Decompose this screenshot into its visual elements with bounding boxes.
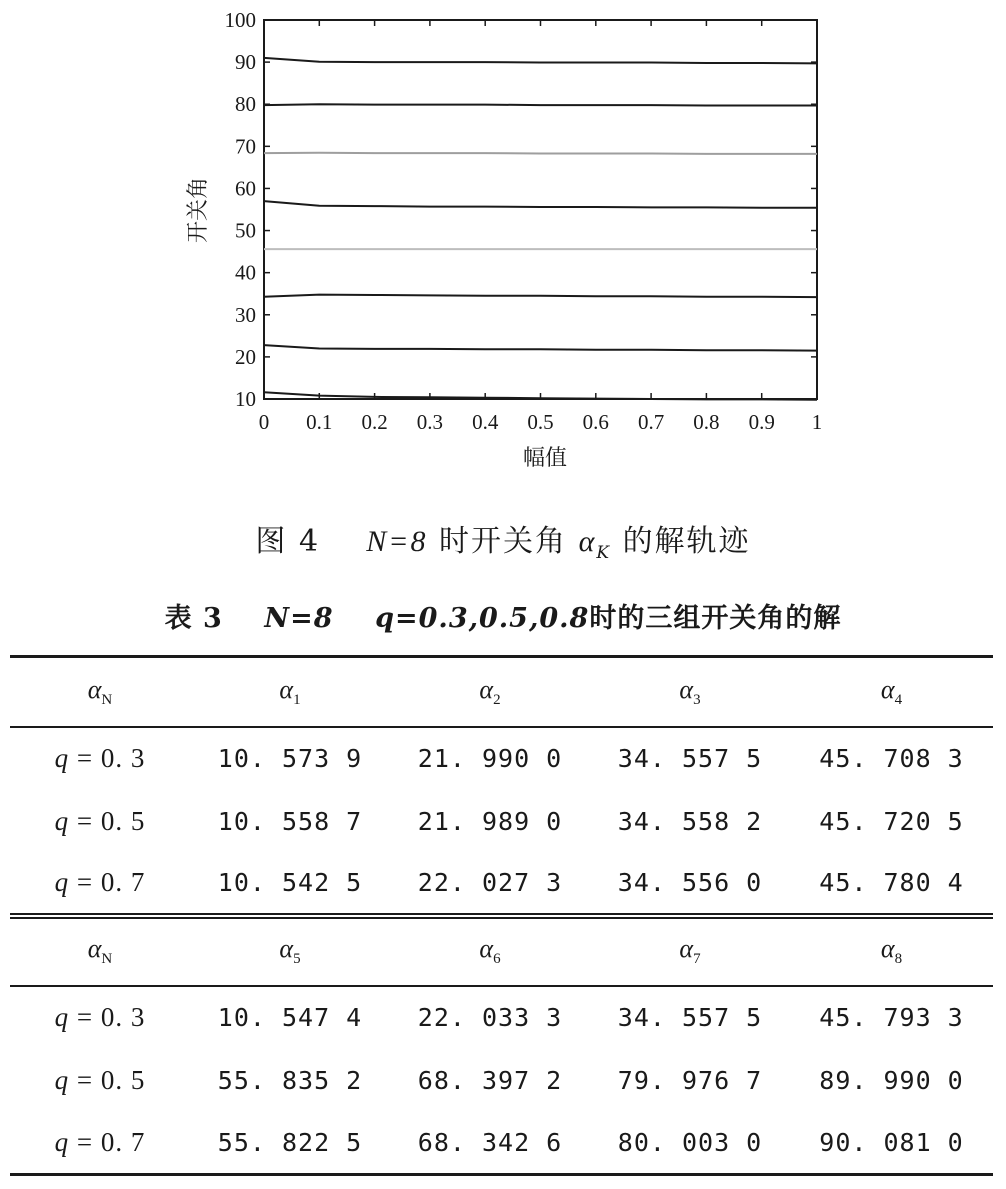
x-tick-label: 0.3 (416, 410, 444, 434)
table-cell: 68. 342 6 (417, 1127, 563, 1157)
table-caption-label: 表 3 (164, 603, 223, 634)
y-tick-label: 100 (224, 8, 256, 32)
series-line-6 (264, 153, 817, 154)
table-cell: 10. 558 7 (217, 806, 363, 836)
table-row: q = 0. 3 10. 573 9 21. 990 0 34. 557 5 45. 708 3 (10, 727, 993, 790)
header-alpha-2: $\alpha_2$ (479, 674, 501, 708)
header-alpha-5: $\alpha_5$ (279, 934, 301, 968)
figure-caption-text-a: 时开关角 (439, 524, 568, 559)
table-cell: 55. 835 2 (217, 1065, 363, 1095)
table-caption-q: q=0.3,0.5,0.8 (375, 603, 590, 634)
table-cell: 22. 033 3 (417, 1003, 563, 1032)
table-cell: 90. 081 0 (819, 1127, 964, 1157)
table-cell: 89. 990 0 (819, 1065, 964, 1095)
table-caption (0, 596, 1006, 635)
series-line-5 (264, 201, 817, 208)
table-header-row-2 (10, 916, 993, 986)
x-tick-label: 1 (811, 410, 823, 434)
x-tick-label: 0.6 (582, 410, 609, 434)
series-line-3 (264, 295, 817, 298)
y-tick-label: 60 (235, 176, 256, 201)
figure-caption-n: N=8 (366, 525, 428, 558)
y-tick-label: 70 (235, 134, 256, 159)
header-alpha-n: $\alpha_N$ (87, 934, 113, 968)
table-cell: 34. 557 5 (617, 1003, 763, 1032)
table-cell: 34. 556 0 (617, 868, 763, 897)
table-cell: 34. 558 2 (617, 806, 763, 836)
table-cell: 68. 397 2 (417, 1065, 563, 1095)
x-tick-label: 0.9 (748, 410, 775, 434)
table-row: q = 0. 3 10. 547 4 22. 033 3 34. 557 5 45. 793 3 (10, 986, 993, 1049)
y-tick-label: 50 (235, 218, 256, 243)
table-cell: 10. 547 4 (217, 1003, 363, 1032)
x-tick-label: 0.8 (693, 410, 720, 434)
figure-4 (0, 0, 1006, 490)
x-tick-label: 0.7 (637, 410, 665, 434)
table-header-row-1 (10, 657, 993, 727)
y-tick-label: 30 (235, 302, 256, 327)
table-cell: 34. 557 5 (617, 744, 763, 773)
table-row: q = 0. 7 55. 822 5 68. 342 6 80. 003 0 90. 081 0 (10, 1112, 993, 1175)
table-cell: 45. 708 3 (819, 744, 964, 773)
y-axis-title: 开关角 (186, 176, 211, 244)
figure-caption-alpha: α (578, 525, 597, 558)
table-cell: 10. 573 9 (217, 744, 363, 773)
y-tick-label: 80 (235, 92, 256, 117)
table-cell: 45. 793 3 (819, 1003, 964, 1032)
table-cell: 21. 989 0 (417, 806, 563, 836)
table-cell: 55. 822 5 (217, 1127, 363, 1157)
series-line-8 (264, 58, 817, 64)
series-line-7 (264, 104, 817, 105)
header-alpha-7: $\alpha_7$ (679, 934, 701, 968)
figure-caption-label: 图 4 (255, 524, 321, 559)
table-caption-n: N=8 (264, 603, 334, 634)
table-caption-text: 时的三组开关角的解 (589, 603, 842, 634)
series-line-2 (264, 345, 817, 351)
header-alpha-n: $\alpha_N$ (87, 674, 113, 708)
y-tick-label: 90 (235, 50, 256, 75)
table-row: q = 0. 5 10. 558 7 21. 989 0 34. 558 2 45. 720 5 (10, 790, 993, 853)
table-row: q = 0. 5 55. 835 2 68. 397 2 79. 976 7 89. 990 0 (10, 1049, 993, 1112)
table-cell: 45. 720 5 (819, 806, 964, 836)
switching-angle-table (10, 655, 993, 1176)
table-cell: 10. 542 5 (217, 868, 363, 897)
switching-angle-chart (0, 0, 1006, 490)
header-alpha-8: $\alpha_8$ (880, 934, 903, 968)
y-tick-label: 20 (235, 344, 256, 369)
x-tick-label: 0.5 (527, 410, 554, 434)
figure-caption-text-b: 的解轨迹 (622, 524, 751, 559)
header-alpha-6: $\alpha_6$ (479, 934, 501, 968)
x-tick-label: 0.4 (472, 410, 499, 434)
y-tick-label: 40 (235, 260, 256, 285)
table-cell: 80. 003 0 (617, 1127, 763, 1157)
x-axis-title: 幅值 (522, 446, 568, 471)
y-tick-label: 10 (235, 387, 256, 411)
table-cell: 22. 027 3 (417, 868, 563, 897)
x-tick-label: 0.2 (361, 410, 388, 434)
x-tick-label: 0 (258, 410, 270, 434)
table-cell: 21. 990 0 (417, 744, 563, 773)
figure-caption-alpha-sub: K (596, 543, 612, 563)
plot-area-frame (264, 20, 817, 399)
table-3 (10, 655, 993, 1176)
table-cell: 79. 976 7 (617, 1065, 763, 1095)
table-cell: 45. 780 4 (819, 868, 964, 897)
table-row: q = 0. 7 10. 542 5 22. 027 3 34. 556 0 45. 780 4 (10, 853, 993, 916)
header-alpha-1: $\alpha_1$ (279, 674, 301, 708)
figure-caption (0, 516, 1006, 563)
header-alpha-3: $\alpha_3$ (679, 674, 701, 708)
header-alpha-4: $\alpha_4$ (880, 674, 903, 708)
x-tick-label: 0.1 (306, 410, 333, 434)
